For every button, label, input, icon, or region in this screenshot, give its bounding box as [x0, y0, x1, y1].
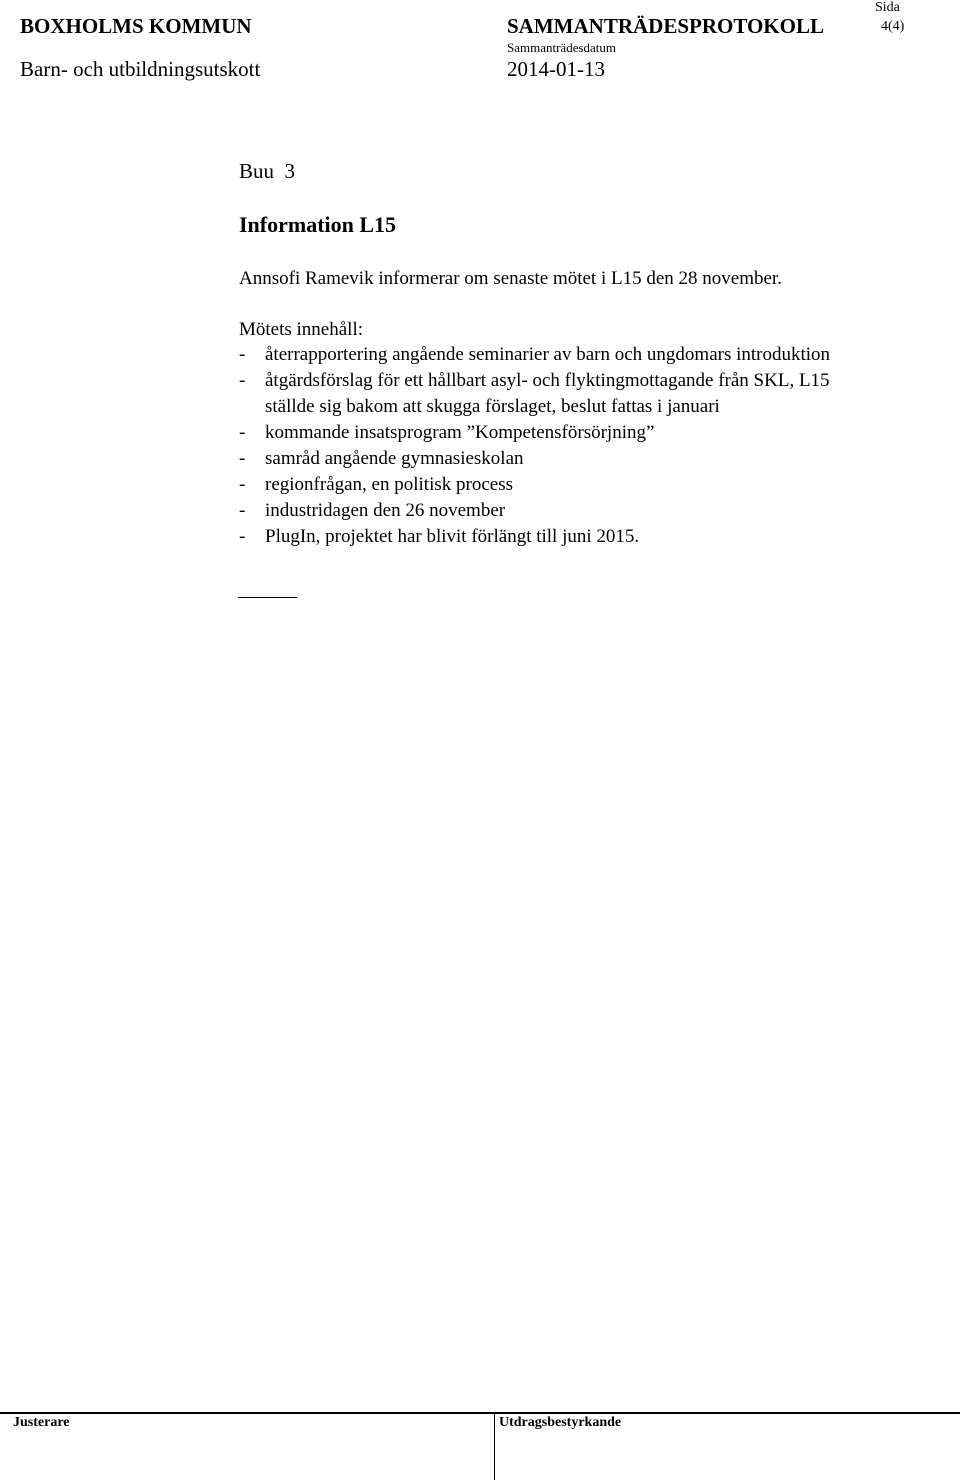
meeting-date: 2014-01-13 [507, 57, 605, 81]
list-item-dash: - [239, 500, 246, 521]
list-item-text: kommande insatsprogram ”Kompetensförsörjning” [265, 422, 655, 443]
section-title: Information L15 [239, 212, 397, 237]
list-item-dash: - [239, 422, 246, 443]
list-item-text: PlugIn, projektet har blivit förlängt till juni 2015. [265, 526, 640, 547]
list-item-dash: - [239, 474, 246, 495]
intro-paragraph: Annsofi Ramevik informerar om senaste mötet i L15 den 28 november. [239, 268, 782, 289]
list-item [0, 526, 960, 552]
list-item-text: återrapportering angående seminarier av barn och ungdomars introduktion [265, 344, 831, 365]
list-item-text: samråd angående gymnasieskolan [265, 448, 524, 469]
list-item [0, 448, 960, 474]
list-item-dash: - [239, 370, 246, 391]
list-item-continuation [0, 396, 960, 422]
list-item-dash: - [239, 344, 246, 365]
page-label: Sida [875, 0, 900, 15]
page-number: 4(4) [881, 19, 905, 34]
footer-rule [0, 1412, 960, 1414]
list-item-dash: - [239, 526, 246, 547]
list-item [0, 344, 960, 370]
list-item-text: ställde sig bakom att skugga förslaget, beslut fattas i januari [265, 396, 720, 417]
organization-name: BOXHOLMS KOMMUN [20, 14, 252, 38]
committee-name: Barn- och utbildningsutskott [20, 57, 261, 81]
list-item [0, 500, 960, 526]
footer-column-divider [494, 1412, 495, 1480]
list-item [0, 370, 960, 396]
section-end-rule [238, 597, 297, 598]
date-label: Sammanträdesdatum [507, 40, 617, 55]
paragraph-reference: Buu 3 [239, 159, 296, 183]
list-item-text: åtgärdsförslag för ett hållbart asyl- och flyktingmottagande från SKL, L15 [265, 370, 830, 391]
list-item [0, 474, 960, 500]
extract-certification-label: Utdragsbestyrkande [499, 1415, 622, 1430]
contents-list [0, 344, 960, 564]
list-item-text: industridagen den 26 november [265, 500, 506, 521]
list-item-dash: - [239, 448, 246, 469]
document-type: SAMMANTRÄDESPROTOKOLL [507, 14, 824, 38]
list-item [0, 422, 960, 448]
adjuster-label: Justerare [13, 1415, 70, 1430]
contents-label: Mötets innehåll: [239, 319, 364, 340]
list-item-text: regionfrågan, en politisk process [265, 474, 513, 495]
